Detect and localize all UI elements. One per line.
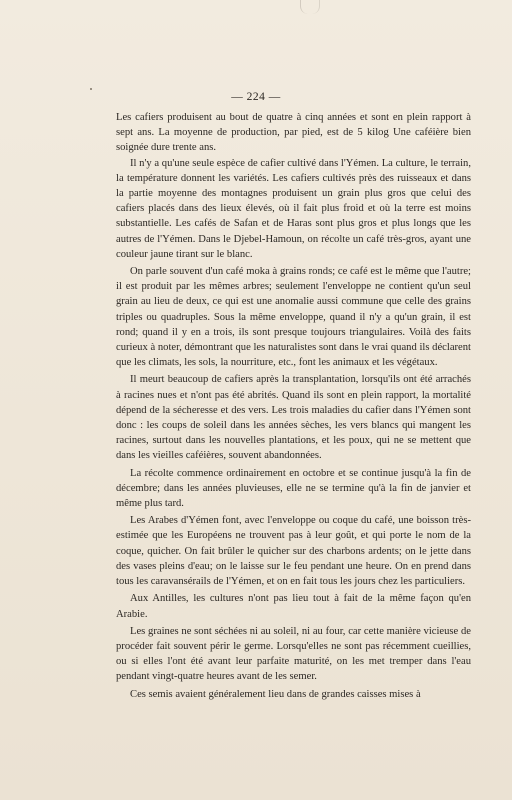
paragraph: On parle souvent d'un café moka à grains ronds; ce café est le même que l'autre; il est produit par les mêmes arbres; seulement l'enveloppe ne contient qu'un seul grain au lieu de deux, ce qui est une anomalie aussi commune que celle des grains triples ou quadruples. Sous la même enveloppe, quand il n'y a qu'un grain, il est rond; quand il y en a trois, ils sont presque toujours triangulaires. Voilà des faits curieux à noter, démontrant que les naturalistes sont dans le vrai quand ils déclarent que les climats, les sols, la nourriture, etc., font les animaux et les végétaux. (116, 266, 471, 369)
paper-speck (90, 88, 92, 90)
paragraph: Les cafiers produisent au bout de quatre à cinq années et sont en plein rapport à sept ans. La moyenne de production, par pied, est de 5 kilog Une caféière bien soignée dure trente ans. (116, 112, 471, 154)
paragraph: Les graines ne sont séchées ni au soleil, ni au four, car cette manière vicieuse de procéder fait souvent périr le germe. Lorsqu'elles ne sont pas récemment cueillies, ou si elles l'ont été avant leur parfaite maturité, on les met tremper dans l'eau pendant vingt-quatre heures avant de les semer. (116, 625, 471, 683)
paragraph: Aux Antilles, les cultures n'ont pas lieu tout à fait de la même façon qu'en Arabie. (116, 593, 471, 620)
body-text (116, 110, 471, 702)
paragraph: Les Arabes d'Yémen font, avec l'enveloppe ou coque du café, une boisson très-estimée que les Européens ne trouvent pas à leur goût, et qui porte le nom de la coque, quicher. On fait brûler le quicher sur des charbons ardents; on le jette dans des vases pleins d'eau; on le laisse sur le feu pendant une heure. On en prend dans tous les caravansérails de l'Yémen, et on en fait tous les jours chez les particuliers. (116, 515, 471, 588)
paragraph: Il n'y a qu'une seule espèce de cafier cultivé dans l'Yémen. La culture, le terrain, la température donnent les variétés. Les cafiers cultivés près des ruisseaux et dans la partie moyenne des montagnes produisent un grain plus gros que celui des cafiers placés dans des lieux élevés, où il fait plus froid et où la terre est moins substantielle. Les cafés de Safan et de Haras sont plus gros et plus longs que les autres de l'Yémen. Dans le Djebel-Hamoun, on récolte un café très-gros, ayant une couleur jaune tirant sur le blanc. (116, 157, 471, 260)
paragraph: Il meurt beaucoup de cafiers après la transplantation, lorsqu'ils ont été arrachés à racines nues et n'ont pas été abrités. Quand ils sont en plein rapport, la mortalité dépend de la sécheresse et des vers. Les trois maladies du cafier dans l'Yémen sont donc : les coups de soleil dans les années sèches, les vers blancs qui mangent les racines, surtout dans les nouvelles plantations, et les poux, qui ne se mettent que dans les vieilles caféières, souvent abandonnées. (116, 374, 471, 462)
page-bleed-mark (300, 0, 320, 14)
paragraph: La récolte commence ordinairement en octobre et se continue jusqu'à la fin de décembre; dans les années pluvieuses, elle ne se termine qu'à la fin de janvier et même plus tard. (116, 467, 471, 510)
paragraph: Ces semis avaient généralement lieu dans de grandes caisses mises à (130, 688, 421, 700)
page-number: — 224 — (231, 91, 281, 103)
